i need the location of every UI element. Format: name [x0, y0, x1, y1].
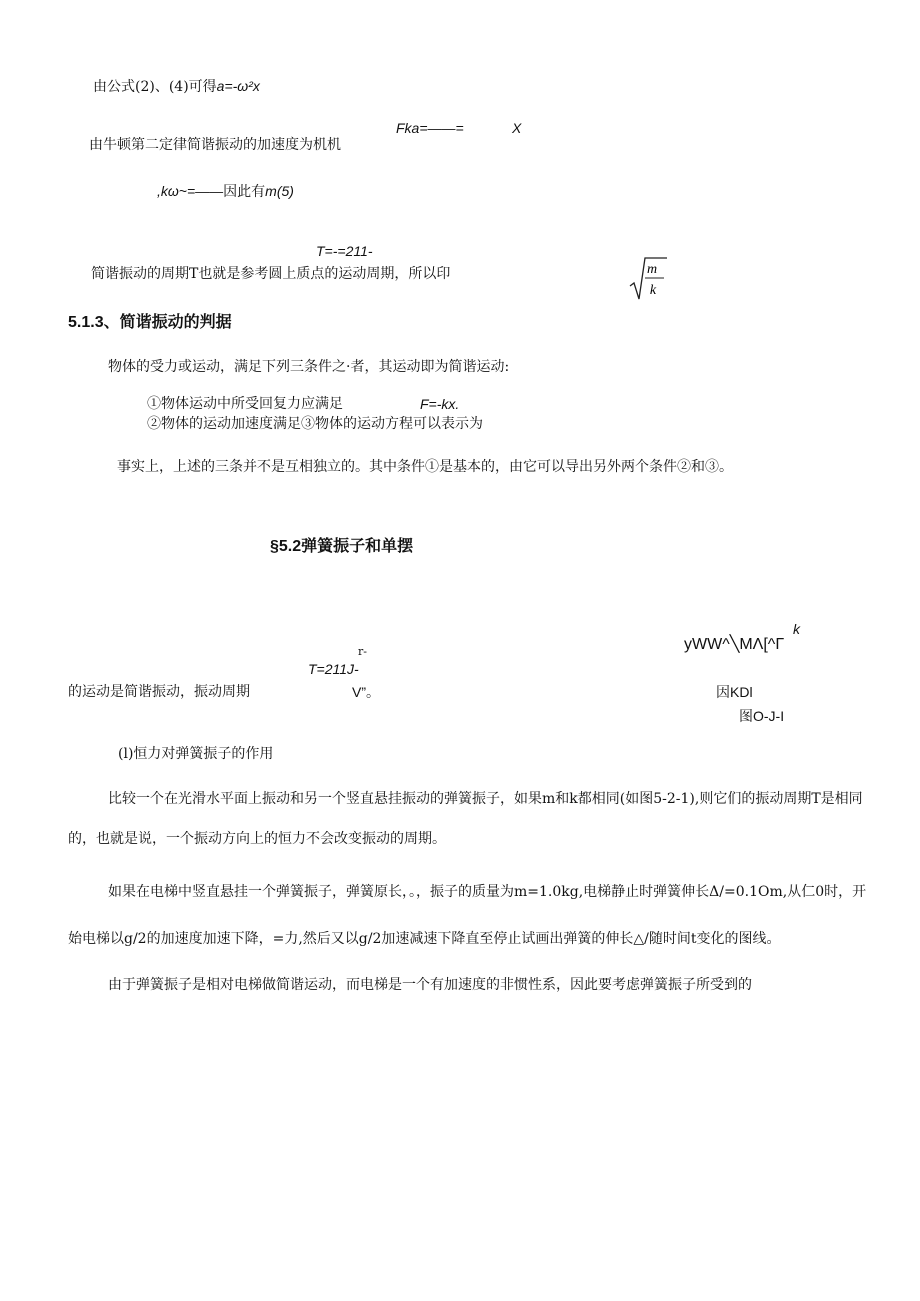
spring-figure-text: yWW^╲MΛ[^Γ — [684, 636, 785, 653]
paragraph-compare-1: 比较一个在光滑水平面上振动和另一个竖直悬挂振动的弹簧振子，如果m和k都相同(如图5-2-1),则它们的振动周期T是相同 — [108, 791, 863, 807]
paragraph-elevator-1: 如果在电梯中竖直悬挂一个弹簧振子，弹簧原长，。，振子的质量为m=1.0kg,电梯静止时弹簧伸长Δ/=0.1Om,从仁0时，开 — [108, 884, 867, 900]
sqrt-denominator: k — [649, 283, 657, 298]
figure-caption: 图O-J-I — [739, 708, 785, 724]
v-symbol: V”。 — [352, 684, 380, 700]
criterion-1: ①物体运动中所受回复力应满足 — [147, 396, 343, 412]
x-symbol: X — [512, 120, 522, 136]
criteria-note: 事实上，上述的三条并不是互相独立的。其中条件①是基本的，由它可以导出另外两个条件②和③。 — [117, 459, 733, 475]
equation-5: m(5) — [265, 183, 294, 199]
sqrt-m-over-k-formula — [628, 256, 668, 302]
acceleration-formula: a=-ω²x — [216, 78, 260, 94]
therefore-text: 因此有 — [223, 184, 266, 200]
line-formula-derivation — [93, 77, 260, 96]
force-formula: F=-kx. — [420, 396, 460, 412]
sqrt-numerator: m — [646, 262, 658, 277]
period-explanation: 简谐振动的周期T也就是参考圆上质点的运动周期，所以印 — [91, 266, 451, 282]
section-heading-5-2: §5.2弹簧振子和单摆 — [270, 538, 414, 555]
spring-period-formula: T=211J- — [308, 661, 359, 677]
spring-k-label: k — [793, 621, 800, 637]
fka-formula: Fka=——= — [396, 120, 464, 136]
period-formula: T=-=211- — [316, 243, 373, 259]
subheading-constant-force: (l)恒力对弹簧振子的作用 — [118, 746, 274, 762]
criterion-2-3: ②物体的运动加速度满足③物体的运动方程可以表示为 — [147, 416, 483, 432]
paragraph-compare-2: 的，也就是说，一个振动方向上的恒力不会改变振动的周期。 — [68, 831, 446, 847]
derivation-text: 由公式(2)、(4)可得 — [93, 79, 217, 95]
paragraph-elevator-2: 始电梯以g/2的加速度加速下降，=力,然后又以g/2加速减速下降直至停止试画出弹簧的伸长△/随时间t变化的图线。 — [68, 931, 781, 947]
paragraph-noninertial: 由于弹簧振子是相对电梯做简谐运动，而电梯是一个有加速度的非惯性系，因此要考虑弹簧振子所受到的 — [108, 977, 752, 993]
criteria-intro: 物体的受力或运动，满足下列三条件之·者，其运动即为简谐运动: — [108, 359, 510, 375]
omega-line — [157, 182, 294, 201]
section-heading-5-1-3: 5.1.3、简谐振动的判据 — [68, 314, 232, 331]
omega-formula: ,kω~=—— — [157, 183, 224, 199]
newton-law-line: 由牛顿第二定律简谐振动的加速度为机机 — [89, 137, 341, 153]
motion-text: 的运动是简谐振动，振动周期 — [68, 684, 250, 700]
r-superscript: r- — [358, 645, 367, 658]
figure-label-1: 因KDl — [716, 684, 753, 700]
